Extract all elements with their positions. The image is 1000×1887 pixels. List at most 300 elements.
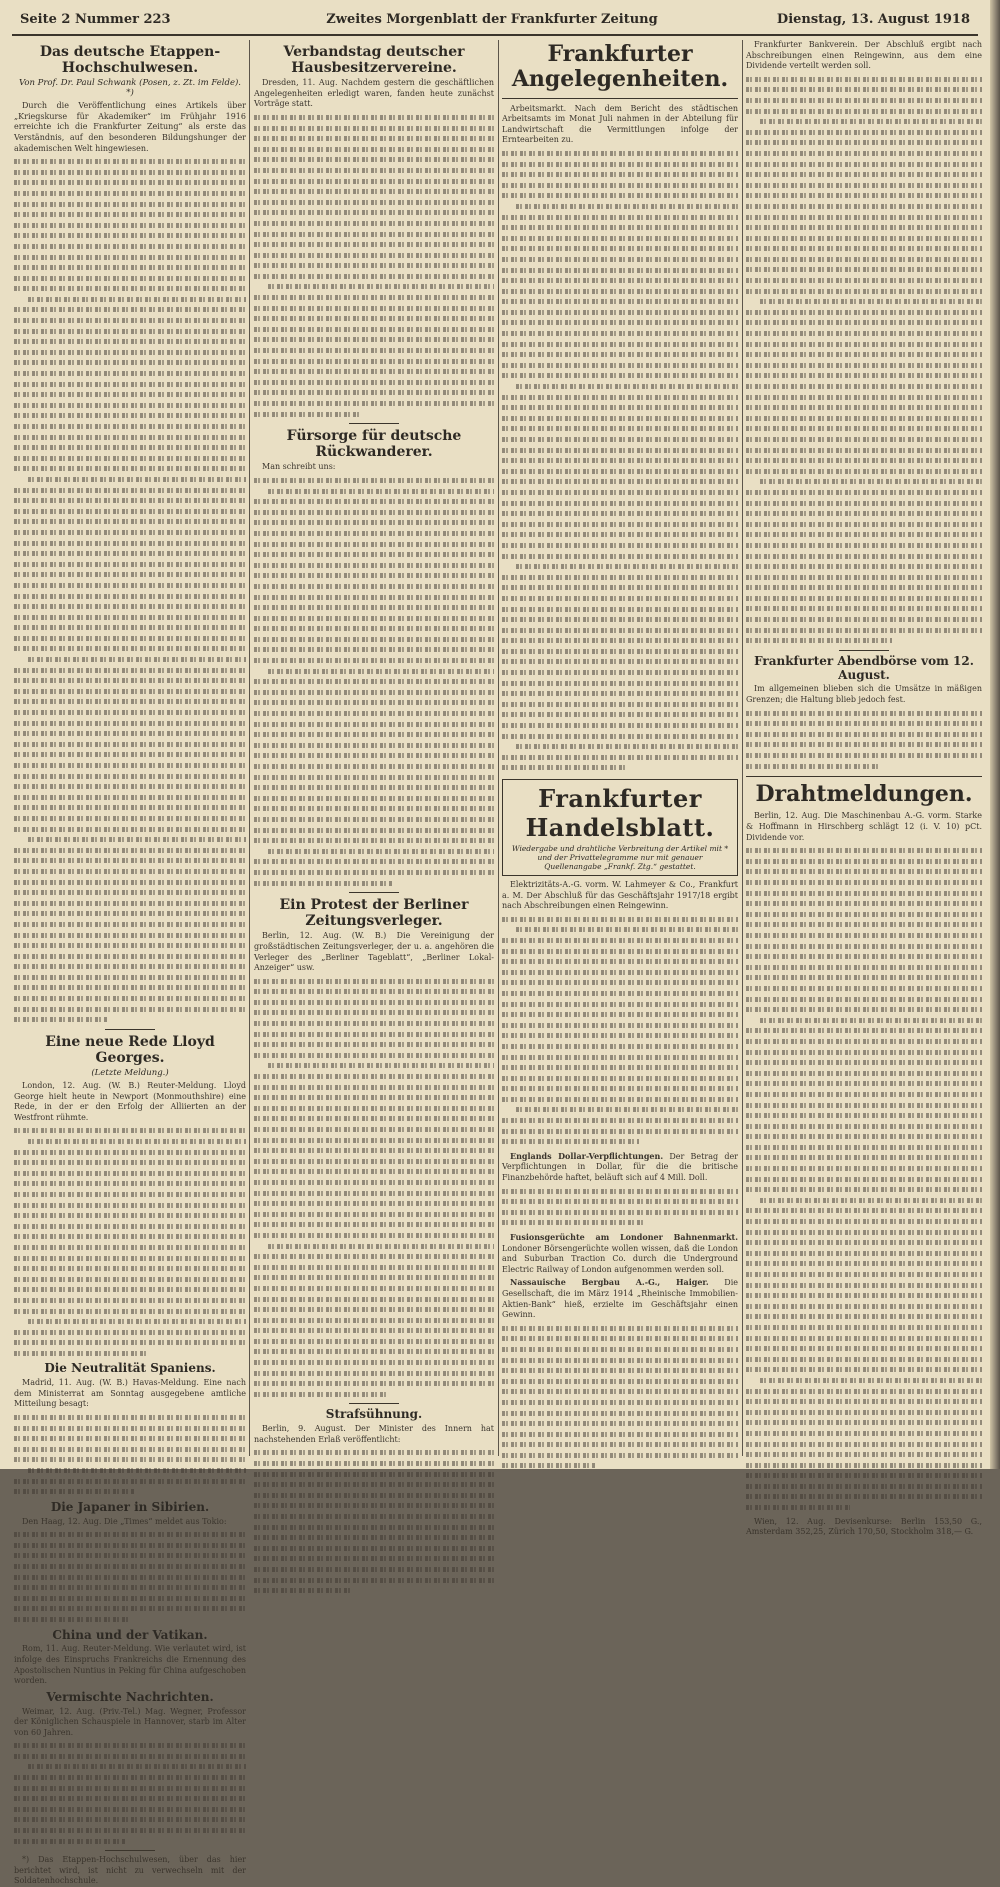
text-line [746, 307, 982, 318]
divider [105, 1850, 155, 1851]
text-line [502, 169, 738, 180]
text-line [14, 1295, 246, 1306]
text-line [746, 254, 982, 265]
text-line [746, 275, 982, 286]
text-line [254, 377, 494, 388]
text-line [746, 951, 982, 962]
text-line [502, 476, 738, 487]
text-line [254, 997, 494, 1008]
text-line [254, 856, 494, 867]
text-line [28, 1316, 246, 1327]
article-body [254, 112, 494, 419]
text-line [254, 229, 494, 240]
text-line [502, 678, 738, 689]
text-line [254, 292, 494, 303]
text-line [14, 813, 246, 824]
text-line [14, 538, 246, 549]
headline-spanien: Die Neutralität Spaniens. [44, 1361, 216, 1376]
text-line [502, 1355, 738, 1366]
text-line [502, 296, 738, 307]
text-line [14, 368, 246, 379]
text-line [746, 434, 982, 445]
text-line [14, 633, 246, 644]
text-line [502, 1323, 738, 1334]
article-lead: Dresden, 11. Aug. Nachdem gestern die geschäftlichen Angelegenheiten erledigt waren, fanden heute zunächst Vorträge statt. [254, 78, 494, 109]
text-line [28, 1465, 246, 1476]
divider [349, 892, 399, 893]
text-line [14, 1825, 246, 1836]
text-line [502, 752, 738, 763]
text-line [14, 930, 246, 941]
text-line [14, 1804, 246, 1815]
text-line [746, 1354, 982, 1365]
text-line [516, 1104, 738, 1115]
text-line [254, 750, 494, 761]
text-line [14, 1337, 246, 1348]
text-line [502, 413, 738, 424]
text-line [14, 1772, 246, 1783]
article-lead: Wien, 12. Aug. Devisenkurse: Berlin 153,50 G., Amsterdam 352,25, Zürich 170,50, Stockholm 318,— G. [746, 1516, 982, 1537]
handelsblatt-header [502, 779, 738, 876]
text-line [254, 1357, 494, 1368]
text-line [502, 423, 738, 434]
text-line [254, 867, 494, 878]
article-body [254, 475, 494, 888]
text-line [14, 665, 246, 676]
text-line [254, 1458, 494, 1469]
text-line [254, 1346, 494, 1357]
text-line [254, 165, 494, 176]
text-line [502, 999, 738, 1010]
text-line [254, 123, 494, 134]
text-line [14, 940, 246, 951]
text-line [254, 772, 494, 783]
text-line [254, 1156, 494, 1167]
text-line [254, 334, 494, 345]
text-line [14, 781, 246, 792]
article-body [746, 74, 982, 646]
text-line [14, 675, 246, 686]
text-line [502, 1376, 738, 1387]
text-line [502, 307, 738, 318]
text-line [14, 1004, 246, 1015]
text-line [746, 603, 982, 614]
text-line [746, 1227, 982, 1238]
text-line [746, 1036, 982, 1047]
text-line [254, 1145, 494, 1156]
text-line [746, 243, 982, 254]
text-line [14, 336, 246, 347]
text-line [14, 453, 246, 464]
divider [746, 776, 982, 777]
text-line [502, 540, 738, 551]
headline-japaner: Die Japaner in Sibirien. [50, 1499, 210, 1514]
text-line [502, 180, 738, 191]
text-line [502, 614, 738, 625]
text-line [14, 421, 246, 432]
article-lead: Man schreibt uns: [262, 462, 336, 472]
text-line [254, 356, 494, 367]
text-line [14, 696, 246, 707]
text-line [14, 1814, 246, 1825]
text-line [254, 644, 494, 655]
text-line [760, 1375, 982, 1386]
headline-strafsuehnung: Strafsühnung. [325, 1407, 423, 1422]
text-line [14, 1783, 246, 1794]
text-line [254, 1522, 494, 1533]
text-line [746, 233, 982, 244]
text-line [14, 993, 246, 1004]
page-number: Seite 2 Nummer 223 [20, 12, 171, 27]
text-line [746, 95, 982, 106]
text-line [502, 254, 738, 265]
text-line [502, 445, 738, 456]
text-line [254, 1447, 494, 1458]
text-line [746, 286, 982, 297]
text-line [14, 304, 246, 315]
headline-abendboerse: Frankfurter Abendbörse vom 12. August. [754, 653, 974, 682]
text-line [254, 1103, 494, 1114]
headline-lloyd-george: Eine neue Rede Lloyd Georges. [45, 1033, 215, 1066]
text-line [254, 1007, 494, 1018]
text-line [14, 262, 246, 273]
text-line [14, 824, 246, 835]
text-line [502, 233, 738, 244]
text-line [254, 1378, 494, 1389]
text-line [502, 286, 738, 297]
text-line [254, 782, 494, 793]
column-1 [14, 40, 246, 1886]
text-line [28, 654, 246, 665]
text-line [746, 137, 982, 148]
text-line [254, 581, 494, 592]
text-line [14, 898, 246, 909]
text-line [254, 1304, 494, 1315]
text-line [502, 935, 738, 946]
article-body [746, 708, 982, 772]
text-line [14, 357, 246, 368]
text-line [254, 676, 494, 687]
article-lead: Weimar, 12. Aug. (Priv.-Tel.) Mag. Wegner, Professor der Königlichen Schauspiele in Hannover, starb im Alter von 60 Jahren. [14, 1706, 246, 1737]
text-line [254, 197, 494, 208]
article-lead: Berlin, 12. Aug. Die Maschinenbau A.-G. vorm. Starke & Hoffmann in Hirschberg schlägt 12 (i. V. 10) pCt. Dividende vor. [746, 811, 982, 842]
entry-title: Nassauische Bergbau A.-G., Haiger. [510, 1277, 709, 1288]
text-line [14, 643, 246, 654]
text-line [14, 1793, 246, 1804]
text-line [502, 1418, 738, 1429]
text-line [746, 1439, 982, 1450]
text-line [746, 466, 982, 477]
text-line [254, 1082, 494, 1093]
text-line [746, 1364, 982, 1375]
text-line [254, 592, 494, 603]
text-line [254, 687, 494, 698]
text-line [502, 1009, 738, 1020]
text-line [746, 593, 982, 604]
text-line [14, 1540, 246, 1551]
text-line [14, 887, 246, 898]
text-line [746, 1333, 982, 1344]
text-line [268, 1241, 494, 1252]
text-line [14, 326, 246, 337]
text-line [516, 924, 738, 935]
text-line [14, 1740, 246, 1751]
text-line [746, 317, 982, 328]
text-line [14, 1348, 149, 1359]
text-line [254, 1585, 350, 1596]
article-lead: Arbeitsmarkt. Nach dem Bericht des städtischen Arbeitsamts im Monat Juli nahmen in der Abteilung für Landwirtschaft die Vermittlungen infolge der Erntearbeiten zu. [502, 103, 738, 145]
text-line [746, 919, 982, 930]
text-line [254, 1050, 494, 1061]
text-line [502, 275, 738, 286]
text-line [502, 1207, 738, 1218]
text-line [14, 1221, 246, 1232]
text-line [254, 475, 494, 486]
text-line [254, 1564, 494, 1575]
text-line [746, 1417, 982, 1428]
text-line [14, 718, 246, 729]
text-line [14, 1327, 246, 1338]
text-line [746, 718, 982, 729]
article-lead: Elektrizitäts-A.-G. vorm. W. Lahmeyer & Co., Frankfurt a. M. Der Abschluß für das Geschäftsjahr 1917/18 ergibt nach Abschreibungen einen Reingewinn. [502, 880, 738, 911]
text-line [14, 495, 246, 506]
text-line [254, 1166, 494, 1177]
text-line [254, 1262, 494, 1273]
text-line [746, 930, 982, 941]
text-line [14, 167, 246, 178]
text-line [746, 529, 982, 540]
text-line [746, 561, 982, 572]
text-line [14, 919, 246, 930]
issue-date: Dienstag, 13. August 1918 [776, 12, 970, 27]
text-line [254, 1251, 494, 1262]
text-line [14, 1231, 246, 1242]
text-line [14, 347, 246, 358]
text-line [14, 1242, 246, 1253]
text-line [14, 951, 246, 962]
text-line [502, 646, 738, 657]
text-line [254, 793, 494, 804]
text-line [14, 1476, 246, 1487]
text-line [746, 1025, 982, 1036]
text-line [746, 349, 982, 360]
text-line [746, 222, 982, 233]
headline-china: China und der Vatikan. [52, 1627, 208, 1642]
text-line [254, 366, 494, 377]
article-lead: Durch die Veröffentlichung eines Artikels über „Kriegskurse für Akademiker“ im Frühjahr 1916 erreichte ich die Frankfurter Zeitung“ als erste das Verständnis, auf den besonderen Bildungshunger der akademischen Welt hingewiesen. [14, 101, 246, 153]
text-line [746, 582, 982, 593]
text-line [746, 508, 982, 519]
text-line [502, 222, 738, 233]
text-line [746, 413, 982, 424]
column-2 [254, 40, 494, 1456]
text-line [746, 1205, 982, 1216]
text-line [502, 455, 738, 466]
text-line [502, 656, 738, 667]
text-line [254, 803, 494, 814]
text-line [254, 1368, 494, 1379]
text-line [502, 1365, 738, 1376]
text-line [268, 1060, 494, 1071]
text-line [14, 252, 246, 263]
text-line [254, 154, 494, 165]
text-line [746, 1396, 982, 1407]
text-line [254, 239, 494, 250]
headline-rueckwanderer: Fürsorge für deutsche Rückwanderer. [286, 428, 462, 461]
text-line [254, 1575, 494, 1586]
text-line [14, 1178, 246, 1189]
text-line [502, 466, 738, 477]
text-line [254, 207, 494, 218]
text-line [254, 1389, 388, 1400]
text-line [254, 814, 494, 825]
text-line [760, 1195, 982, 1206]
text-line [254, 719, 494, 730]
text-line [502, 317, 738, 328]
text-line [14, 707, 246, 718]
text-line [746, 423, 982, 434]
article-lead: Madrid, 11. Aug. (W. B.) Havas-Meldung. Eine nach dem Ministerrat am Sonntag ausgegebene amtliche Mitteilung besagt: [14, 1378, 246, 1409]
text-line [746, 750, 982, 761]
footnote: *) Das Etappen-Hochschulwesen, über das hier berichtet wird, ist nicht zu verwechseln mit der Soldatenhochschule. [14, 1855, 246, 1886]
text-line [746, 1131, 982, 1142]
text-line [746, 1407, 982, 1418]
text-line [254, 1469, 494, 1480]
text-line [746, 1258, 982, 1269]
text-line [502, 159, 738, 170]
text-line [502, 1217, 644, 1228]
text-line [746, 1089, 982, 1100]
text-line [14, 1433, 246, 1444]
text-line [14, 188, 246, 199]
text-line [254, 634, 494, 645]
text-line [502, 1397, 738, 1408]
text-line [254, 560, 494, 571]
text-line [14, 1263, 246, 1274]
text-line [746, 739, 982, 750]
text-line [14, 1306, 246, 1317]
text-line [502, 1429, 738, 1440]
article-lead: Rom, 11. Aug. Reuter-Meldung. Wie verlautet wird, ist infolge des Einspruchs Frankreichs die Ernennung des Apostolischen Nuntius in Peking für China aufgeschoben worden. [14, 1644, 246, 1686]
text-line [14, 845, 246, 856]
text-line [502, 487, 738, 498]
text-line [254, 655, 494, 666]
text-line [14, 548, 246, 559]
text-line [14, 569, 246, 580]
text-line [254, 1500, 494, 1511]
text-line [502, 370, 738, 381]
text-line [502, 604, 738, 615]
text-line [14, 177, 246, 188]
text-line [254, 409, 360, 420]
article-body [254, 976, 494, 1400]
entry-title: Englands Dollar-Verpflichtungen. [510, 1150, 664, 1161]
text-line [14, 1168, 246, 1179]
text-line [502, 1136, 639, 1147]
text-line [502, 1030, 738, 1041]
text-line [746, 572, 982, 583]
column-rule [742, 40, 743, 1456]
text-line [746, 201, 982, 212]
text-line [746, 540, 982, 551]
text-line [746, 1491, 982, 1502]
text-line [502, 956, 738, 967]
text-line [14, 1603, 246, 1614]
text-line [502, 1408, 738, 1419]
text-line [746, 856, 982, 867]
handelsblatt-note: Wiedergabe und drahtliche Verbreitung der Artikel mit * und der Privattelegramme nur mit genauer Quellenangabe „Frankf. Ztg.“ gestattet. [511, 844, 729, 871]
article-body [254, 1447, 494, 1595]
column-4 [746, 40, 982, 1537]
text-line [502, 212, 738, 223]
text-line [14, 1486, 135, 1497]
text-line [14, 591, 246, 602]
text-line [502, 720, 738, 731]
text-line [14, 866, 246, 877]
article-body [14, 1740, 246, 1846]
text-line [254, 878, 393, 889]
text-line [502, 731, 738, 742]
text-line [254, 345, 494, 356]
text-line [14, 230, 246, 241]
text-line [254, 1113, 494, 1124]
text-line [254, 1325, 494, 1336]
text-line [14, 961, 246, 972]
text-line [254, 250, 494, 261]
text-line [746, 169, 982, 180]
text-line [502, 1344, 738, 1355]
text-line [254, 740, 494, 751]
text-line [746, 392, 982, 403]
text-line [746, 962, 982, 973]
text-line [746, 1078, 982, 1089]
text-line [502, 625, 738, 636]
text-line [254, 623, 494, 634]
text-line [14, 199, 246, 210]
text-line [746, 1301, 982, 1312]
text-line [14, 622, 246, 633]
text-line [254, 1219, 494, 1230]
text-line [14, 516, 246, 527]
text-line [746, 1386, 982, 1397]
text-line [254, 602, 494, 613]
text-line [254, 1209, 494, 1220]
text-line [746, 487, 982, 498]
text-line [746, 888, 982, 899]
text-line [502, 709, 738, 720]
article-lead: London, 12. Aug. (W. B.) Reuter-Meldung. Lloyd George hielt heute in Newport (Monmouthshire) eine Rede, in der er den Erfolg der Alliierten an der Westfront rühmte. [14, 1081, 246, 1122]
text-line [746, 625, 982, 636]
text-line [746, 898, 982, 909]
text-line [502, 946, 738, 957]
entry-text: Die Gesellschaft, die im März 1914 „Rheinische Immobilien-Aktien-Bank“ hieß, erzielte im Geschäftsjahr einen Gewinn. [502, 1278, 738, 1320]
article-lead-nassauische [502, 1277, 738, 1320]
text-line [746, 1449, 982, 1460]
text-line [746, 1248, 982, 1259]
text-line [502, 1041, 738, 1052]
text-line [746, 1174, 982, 1185]
text-line [502, 1115, 738, 1126]
text-line [254, 496, 494, 507]
text-line [14, 379, 246, 390]
headline-hausbesitzer: Verbandstag deutscher Hausbesitzervereine. [283, 44, 465, 77]
byline: Von Prof. Dr. Paul Schwank (Posen, z. Zt. im Felde). *) [18, 78, 241, 99]
text-line [760, 116, 982, 127]
text-line [746, 455, 982, 466]
text-line [746, 498, 982, 509]
text-line [502, 519, 738, 530]
text-line [760, 1015, 982, 1026]
